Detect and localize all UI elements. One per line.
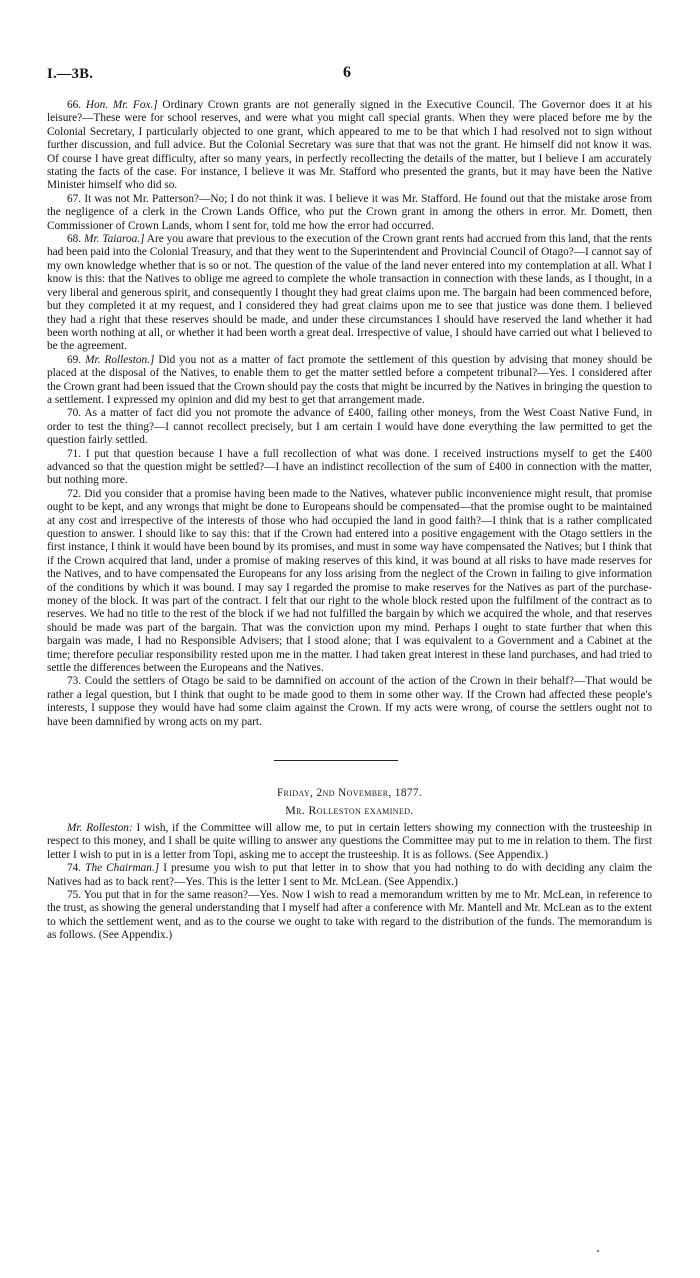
question-number: 73. bbox=[67, 675, 85, 688]
question-number: 71. bbox=[67, 447, 86, 460]
evidence-paragraph bbox=[47, 675, 652, 729]
paragraph-text: I wish, if the Committee will allow me, to put in certain letters showing my connection with the trusteeship in respect to this money, and I shall be quite willing to answer any questions the Committee may put to me in relation to them. The first letter I wish to put in is a letter from Topi, asking me to accept the trusteeship. It is as follows. (See Appendix.) bbox=[47, 821, 653, 861]
paragraph-text: Are you aware that previous to the execution of the Crown grant rents had accrued from this land, that the rents had been paid into the Colonial Treasury, and that they went to the Superintendent and Provincial Council of Otago?—I cannot say of my own knowledge whether that is so or not. The question of the value of the land never entered into my contemplation at all. What I know is this: that the Natives to oblige me agreed to complete the whole transaction in connection with these lands, as I thought, in a very liberal and generous spirit, and consequently I thought they had great claims upon me. The bargain had been commenced before, but they completed it at my request, and I considered they had great claims upon me to see that justice was done them. I believed they had a right that these reserves should be made, and under these circumstances I should have reserved the land whether it had been worth nothing at all, or whether it had been worth a great deal. Irrespective of value, I should have carried out what I believed to be the agreement. bbox=[47, 233, 652, 353]
witness-heading: Mr. Rolleston examined. bbox=[285, 802, 414, 817]
page-mark bbox=[597, 1250, 599, 1252]
section-divider bbox=[274, 760, 398, 761]
question-number: 72. bbox=[67, 487, 85, 500]
question-number: 69. bbox=[67, 353, 86, 366]
question-number: 70. bbox=[67, 407, 85, 420]
evidence-paragraph bbox=[47, 354, 652, 408]
speaker-name: Mr. Taiaroa.] bbox=[84, 233, 145, 246]
paragraph-text: Did you not as a matter of fact promote the settlement of this question by advising that money should be placed at the disposal of the Natives, to enable them to get the matter settled before a competent tribunal?—Yes. I considered after the Crown grant had been issued that the Crown should pay the costs that might be incurred by the Natives in bringing the question to a settlement. I expressed my opinion and did my best to get that arrangement made. bbox=[47, 353, 652, 406]
paragraph-text: Ordinary Crown grants are not generally signed in the Executive Council. The Governor does it at his leisure?—These were for school reserves, and were what you might call special grants. When they were placed before me by the Colonial Secretary, I particularly objected to one grant, which appeared to me to be that which I had resolved not to sign without further discussion, and full advice. But the Colonial Secretary was sure that that was not the grant. He himself did not know it was. Of course I have great difficulty, after so many years, in perfectly recollecting the details of the matter, but I believe I am accurately stating the facts of the case. For instance, I believe it was Mr. Stafford who presented the grants, but it may have been the Native Minister himself who did so. bbox=[47, 99, 653, 192]
evidence-paragraph bbox=[47, 862, 652, 889]
paragraph-text: As a matter of fact did you not promote the advance of £400, failing other moneys, from the West Coast Native Fund, in order to test the thing?—I cannot recollect precisely, but I am certain I would have done everything the law permitted to get the question fairly settled. bbox=[47, 407, 652, 447]
page-header bbox=[47, 0, 652, 99]
paragraph-text: Did you consider that a promise having been made to the Natives, whatever public inconvenience might result, that promise ought to be kept, and any wrongs that might be done to Europeans should be compensated—that the promise ought to be maintained at any cost and irrespective of the interests of those who had occupied the land in good faith?—I think that is a rather complicated question to answer. I should like to say this: that if the Crown had entered into a positive engagement with the Otago settlers in the first instance, I think it would have been bound by its promises, and must in some way have compensated the Natives; but I think that if the Crown acquired that land, under a promise of making reserves of this kind, it was bound at all risks to have made reserves for the Natives, and to have compensated the Europeans for any loss arising from the neglect of the Crown in failing to give information of the conditions by which it was bound. I may say I regarded the promise to make reserves for the Natives as part of the purchase-money of the block. It was part of the contract. I felt that our right to the whole block rested upon the fulfilment of the contract as to reserves. We had no title to the rest of the block if we had not fulfilled the bargain by which we acquired the whole, and that reserves should be made was part of the bargain. That was the conviction upon my mind. Perhaps I ought to state further that when this bargain was made, I had no Responsible Advisers; that I stood alone; that I was equivalent to a Government and a Cabinet at the time; therefore peculiar responsibility rested upon me in the matter. I had taken great interest in these land purchases, and had tried to settle the differences between the Europeans and the Natives. bbox=[47, 487, 652, 675]
paragraph-text: You put that in for the same reason?—Yes. Now I wish to read a memorandum written by me to Mr. McLean, in reference to the trust, as showing the general understanding that I myself had after a conference with Mr. Mantell and Mr. McLean as to the extent to which the settlement went, and as to the course we ought to take with regard to the distribution of the funds. The memorandum is as follows. (See Appendix.) bbox=[47, 888, 652, 942]
question-number: 67. bbox=[67, 192, 85, 205]
question-number: 74. bbox=[67, 862, 86, 875]
evidence-paragraph bbox=[47, 448, 652, 488]
evidence-paragraph bbox=[47, 488, 652, 676]
document-reference: I.—3B. bbox=[47, 66, 94, 82]
evidence-paragraph bbox=[47, 407, 652, 447]
session-date: Friday, 2nd November, 1877. bbox=[276, 787, 423, 800]
paragraph-text: Could the settlers of Otago be said to be damnified on account of the action of the Crown in their behalf?—That would be rather a legal question, but I think that ought to be made good to them in some other way. If the Crown had affected these people's interests, I suppose they would have had some claim against the Crown. If my acts were wrong, of course the settlers ought not to have been damnified by wrong acts on my part. bbox=[47, 675, 652, 728]
evidence-text bbox=[47, 99, 652, 943]
speaker-name: The Chairman.] bbox=[85, 862, 160, 875]
speaker-name: Hon. Mr. Fox.] bbox=[85, 99, 158, 111]
evidence-paragraph bbox=[47, 233, 652, 354]
speaker-name: Mr. Rolleston: bbox=[67, 821, 133, 834]
question-number: 66. bbox=[67, 99, 86, 111]
evidence-paragraph bbox=[47, 99, 652, 193]
speaker-name: Mr. Rolleston.] bbox=[85, 353, 155, 366]
page-number: 6 bbox=[343, 64, 351, 81]
evidence-paragraph bbox=[47, 822, 652, 862]
evidence-paragraph bbox=[47, 193, 652, 233]
paragraph-text: I presume you wish to put that letter in to show that you had nothing to do with deciding any claim the Natives had as to back rent?—Yes. This is the letter I sent to Mr. McLean. (See Appendix.) bbox=[47, 862, 653, 888]
evidence-paragraph bbox=[47, 889, 652, 943]
question-number: 68. bbox=[67, 233, 85, 246]
evidence-section-1 bbox=[47, 99, 652, 729]
paragraph-text: It was not Mr. Patterson?—No; I do not think it was. I believe it was Mr. Stafford. He found out that the mistake arose from the negligence of a clerk in the Crown Lands Office, who put the Crown grant in among the others in error. Mr. Domett, then Commissioner of Crown Lands, whom I sent for, told me how the error had occurred. bbox=[47, 192, 652, 232]
question-number: 75. bbox=[67, 888, 84, 901]
paragraph-text: I put that question because I have a full recollection of what was done. I received instructions myself to get the £400 advanced so that the question might be settled?—I have an indistinct recollection of the sum of £400 in connection with the matter, but nothing more. bbox=[47, 447, 652, 487]
evidence-section-2 bbox=[47, 822, 652, 943]
